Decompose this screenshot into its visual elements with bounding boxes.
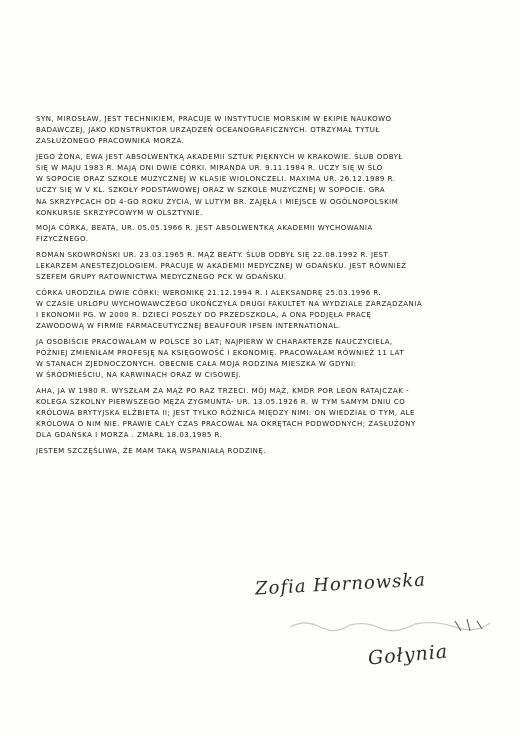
text-line: JA OSOBIŚCIE PRACOWAŁAM W POLSCE 30 LAT; NAJPIERW W CHARAKTERZE NAUCZYCIELA, <box>36 337 393 346</box>
paragraph <box>36 223 488 245</box>
text-line: KONKURSIE SKRZYPCOWYM W OLSZTYNIE. <box>36 208 203 217</box>
text-line: SIĘ W MAJU 1983 R. MAJĄ ONI DWIE CÓRKI. MIRANDA UR. 9.11.1984 R. UCZY SIĘ W ŚLO <box>36 164 383 172</box>
text-line: ZAWODOWĄ W FIRMIE FARMACEUTYCZNEJ BEAUFOUR IPSEN INTERNATIONAL. <box>36 322 341 331</box>
text-line: UCZY SIĘ W V KL. SZKOŁY PODSTAWOWEJ ORAZ W SZKOLE MUZYCZNEJ W SOPOCIE. GRA <box>36 186 386 195</box>
text-line: DLA GDAŃSKA I MORZA . ZMARŁ 18.03.1985 R. <box>36 431 223 440</box>
text-line: SZEFEM GRUPY RATOWNICTWA MEDYCZNEGO PCK W GDAŃSKU. <box>36 273 287 282</box>
text-line: CÓRKA URODZIŁA DWIE CÓRKI: WERONIKĘ 21.12.1994 R. I ALEKSANDRĘ 25.03.1996 R. <box>36 288 382 297</box>
paragraph <box>36 250 488 284</box>
text-line: LEKARZEM ANESTEZJOLOGIEM. PRACUJE W AKADEMII MEDYCZNEJ W GDAŃSKU. JEST RÓWNIEŻ <box>36 262 407 270</box>
text-line: KRÓLOWA BRYTYJSKA ELŻBIETA II; JEST TYLKO RÓŻNICA MIĘDZY NIMI: ON WIEDZIAŁ O TYM, ALE <box>36 409 415 417</box>
text-line: MOJA CÓRKA, BEATA, UR. 05.05.1966 R. JEST ABSOLWENTKĄ AKADEMII WYCHOWANIA <box>36 224 373 233</box>
text-line: KOLEGA SZKOLNY PIERWSZEGO MĘŻA ZYGMUNTA- UR. 13.05.1926 R. W TYM SAMYM DNIU CO <box>36 397 406 406</box>
paragraph <box>36 337 488 382</box>
signature-line-2: Gołynia <box>367 640 449 670</box>
paragraph <box>36 114 488 148</box>
text-line: PÓŹNIEJ ZMIENIŁAM PROFESJĘ NA KSIĘGOWOŚĆ I EKONOMIĘ. PRACOWAŁAM RÓWNIEŻ 11 LAT <box>36 348 405 357</box>
text-line: W SOPOCIE ORAZ SZKOLE MUZYCZNEJ W KLASIE WIOLONCZELI. MAXIMA UR. 26.12.1989 R. <box>36 175 396 184</box>
paragraph <box>36 288 488 333</box>
text-line: W STANACH ZJEDNOCZONYCH. OBECNIE CAŁA MOJA RODZINA MIESZKA W GDYNI: <box>36 360 357 368</box>
signature-scrawl <box>285 613 495 637</box>
text-line: I EKONOMII PG. W 2000 R. DZIECI POSZŁY DO PRZEDSZKOLA, A ONA PODJĘŁA PRACĘ <box>36 311 372 319</box>
text-line: W ŚRÓDMIEŚCIU, NA KARWINACH ORAZ W CISOWEJ. <box>36 371 242 380</box>
text-line: BADAWCZEJ, JAKO KONSTRUKTOR URZĄDZEŃ OCEANOGRAFICZNYCH. OTRZYMAŁ TYTUŁ <box>36 126 380 135</box>
text-line: SYN, MIROSŁAW, JEST TECHNIKIEM, PRACUJE W INSTYTUCIE MORSKIM W EKIPIE NAUKOWO <box>36 115 392 123</box>
text-line: JEGO ŻONA, EWA JEST ABSOLWENTKĄ AKADEMII SZTUK PIĘKNYCH W KRAKOWIE. ŚLUB ODBYŁ <box>36 152 403 161</box>
signature-line-1: Zofia Hornowska <box>254 569 427 600</box>
text-line: AHA, JA W 1980 R. WYSZŁAM ZA MĄŻ PO RAZ TRZECI. MÓJ MĄŻ, KMDR POR LEON RATAJCZAK - <box>36 386 410 395</box>
paragraph <box>36 446 488 457</box>
paragraph <box>36 152 488 219</box>
text-line: W CZASIE URLOPU WYCHOWAWCZEGO UKOŃCZYŁA DRUGI FAKULTET NA WYDZIALE ZARZĄDZANIA <box>36 299 423 308</box>
text-line: ZASŁUŻONEGO PRACOWNIKA MORZA. <box>36 137 185 146</box>
letter-body <box>36 114 488 461</box>
text-line: JESTEM SZCZĘŚLIWA, ŻE MAM TAKĄ WSPANIAŁĄ RODZINĘ. <box>36 446 267 455</box>
text-line: ROMAN SKOWROŃSKI UR. 23.03.1965 R. MĄŻ BEATY. ŚLUB ODBYŁ SIĘ 22.08.1992 R. JEST <box>36 250 389 259</box>
text-line: FIZYCZNEGO. <box>36 235 89 244</box>
text-line: KRÓLOWA O NIM NIE. PRAWIE CAŁY CZAS PRACOWAŁ NA OKRĘTACH PODWODNYCH; ZASŁUŻONY <box>36 420 416 429</box>
text-line: NA SKRZYPCACH OD 4-GO ROKU ŻYCIA, W LUTYM BR. ZAJĘŁA I MIEJSCE W OGÓLNOPOLSKIM <box>36 197 399 206</box>
paragraph <box>36 386 488 442</box>
